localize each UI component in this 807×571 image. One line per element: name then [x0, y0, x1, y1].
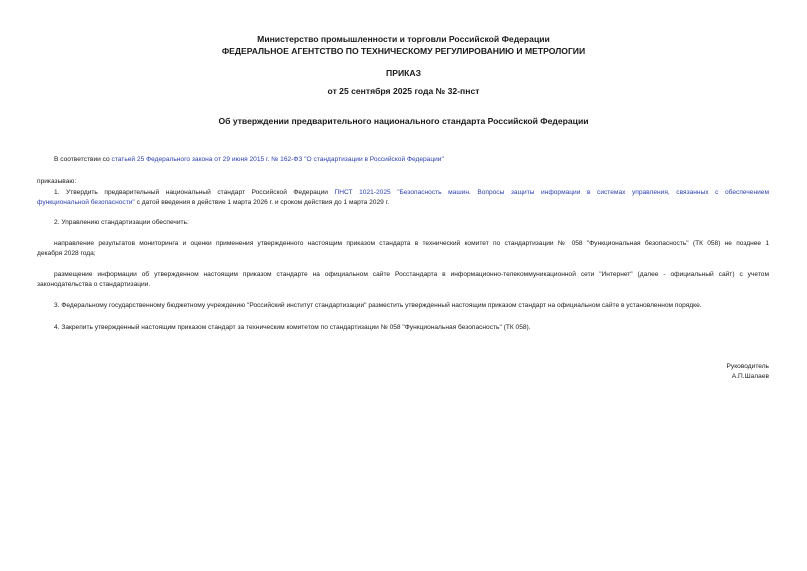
- item3: 3. Федеральному государственному бюджетному учреждению "Российский институт стандартизации" разместить утвержденный настоящим приказом стандарт на официальном сайте в установленном порядке.: [54, 302, 702, 309]
- item1-suffix: с датой введения в действие 1 марта 2026 г. и сроком действия до 1 марта 2029 г.: [134, 199, 390, 206]
- ministry-name: Министерство промышленности и торговли Российской Федерации: [257, 34, 550, 44]
- item2-sub2-line1: размещение информации об утвержденном настоящим приказом стандарте на официальном сайте Росстандарта в информационно-телекоммуникационной сети "Интернет" (далее - официальный сайт) с учетом: [54, 271, 769, 278]
- item2-sub2-line2: законодательства о стандартизации.: [37, 281, 151, 288]
- federal-law-link[interactable]: статьей 25 Федерального закона от 29 июня 2015 г. № 162-ФЗ "О стандартизации в Российской Федерации": [111, 156, 444, 163]
- standard-link-continued[interactable]: функциональной безопасности": [37, 199, 135, 206]
- item1-line1: [54, 188, 769, 198]
- document-title: Об утверждении предварительного национального стандарта Российской Федерации: [218, 116, 589, 126]
- preamble-prefix: В соответствии со: [54, 156, 112, 163]
- item2: 2. Управлению стандартизации обеспечить:: [54, 219, 189, 226]
- signature-name: А.П.Шалаев: [731, 373, 769, 380]
- agency-name: ФЕДЕРАЛЬНОЕ АГЕНТСТВО ПО ТЕХНИЧЕСКОМУ РЕГУЛИРОВАНИЮ И МЕТРОЛОГИИ: [221, 46, 586, 56]
- item4: 4. Закрепить утвержденный настоящим приказом стандарт за техническим комитетом по стандартизации № 058 "Функциональная безопасность" (ТК 058).: [54, 324, 531, 331]
- order-word: приказываю:: [37, 178, 77, 185]
- preamble: [54, 155, 444, 165]
- item1-prefix: 1. Утвердить предварительный национальный стандарт Российской Федерации: [54, 189, 335, 196]
- standard-link[interactable]: ПНСТ 1021-2025 "Безопасность машин. Вопросы защиты информации в системах управления, связанных с обеспечением: [334, 189, 769, 196]
- item1-line2: [37, 198, 389, 208]
- document-type: ПРИКАЗ: [386, 68, 421, 78]
- item2-sub1-line1: направление результатов мониторинга и оценки применения утвержденного настоящим приказом стандарта в технический комитет по стандартизации № 058 "Функциональная безопасность" (ТК 058) не позднее 1: [54, 240, 769, 247]
- document-date-number: от 25 сентября 2025 года № 32-пнст: [327, 86, 480, 96]
- item2-sub1-line2: декабря 2028 года;: [37, 250, 96, 257]
- signature-position: Руководитель: [726, 363, 769, 370]
